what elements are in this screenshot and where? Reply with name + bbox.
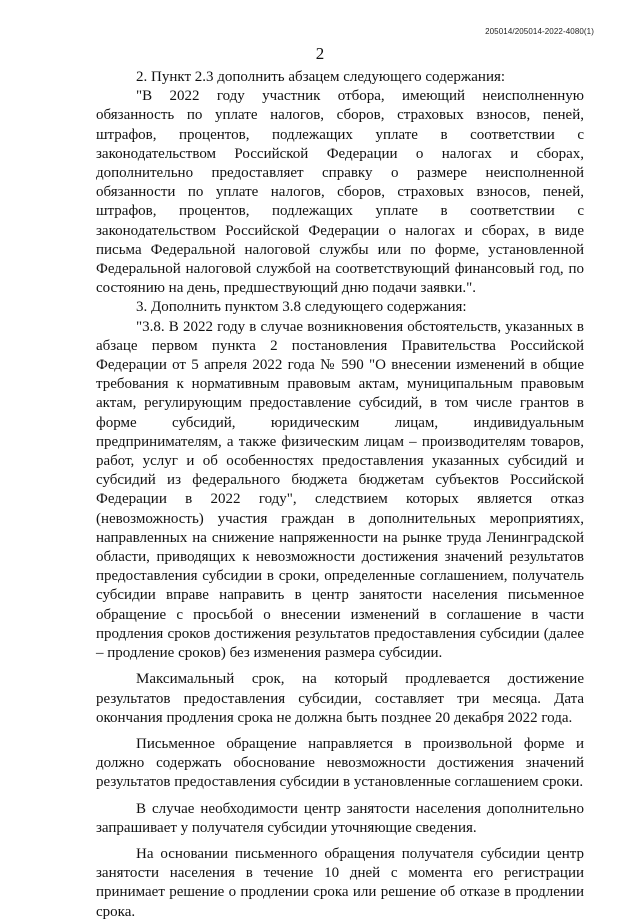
paragraph-quote-2-3: "В 2022 году участник отбора, имеющий неисполненную обязанность по уплате налогов, сборов, страховых взносов, пеней, штрафов, процентов, подлежащих уплате в соответствии с законодательством Российской Федерации о налогах и сборах, дополнительно предоставляет справку о размере неисполненной обязанности по уплате налогов, сборов, страховых взносов, пеней, штрафов, процентов, подлежащих уплате в соответствии с законодательством Российской Федерации о налогах и сборах, в виде письма Федеральной налоговой службы или по форме, установленной Федеральной налоговой службой на соответствующий финансовый год, по состоянию на день, предшествующий дню подачи заявки.". [96, 88, 584, 297]
paragraph-written-request: Письменное обращение направляется в произвольной форме и должно содержать обоснование невозможности достижения значений результатов предоставления субсидии в установленные соглашением сроки. [96, 735, 584, 791]
document-id: 205014/205014-2022-4080(1) [485, 27, 594, 36]
document-body [96, 68, 584, 922]
paragraph-decision: На основании письменного обращения получателя субсидии центр занятости населения в течение 10 дней с момента его регистрации принимает решение о продлении срока или решение об отказе в продлении срока. [96, 845, 584, 920]
paragraph-clarification: В случае необходимости центр занятости населения дополнительно запрашивает у получателя субсидии уточняющие сведения. [96, 800, 584, 836]
page-number: 2 [315, 44, 325, 63]
paragraph-max-term: Максимальный срок, на который продлевается достижение результатов предоставления субсидии, составляет три месяца. Дата окончания продления срока не должна быть позднее 20 декабря 2022 года. [96, 671, 584, 726]
paragraph-quote-3-8: "3.8. В 2022 году в случае возникновения обстоятельств, указанных в абзаце первом пункта 2 постановления Правительства Российской Федерации от 5 апреля 2022 года № 590 "О внесении изменений в общие требования к нормативным правовым актам, муниципальным правовым актам, регулирующим предоставление субсидий, в том числе грантов в форме субсидий, юридическим лицам, индивидуальным предпринимателям, а также физическим лицам – производителям товаров, работ, услуг и об особенностях предоставления указанных субсидий и субсидий из федерального бюджета бюджетам субъектов Российской Федерации в 2022 году", следствием которых является отказ (невозможность) участия граждан в дополнительных мероприятиях, направленных на снижение напряженности на рынке труда Ленинградской области, приводящих к невозможности достижения значений результатов предоставления субсидии в сроки, определенные соглашением, получатель субсидии вправе направить в центр занятости населения письменное обращение с просьбой о внесении изменений в соглашение в части продления сроков достижения результатов предоставления субсидии (далее – продление сроков) без изменения размера субсидии. [96, 318, 584, 662]
paragraph-item-2: 2. Пункт 2.3 дополнить абзацем следующего содержания: [136, 69, 506, 85]
paragraph-item-3: 3. Дополнить пунктом 3.8 следующего содержания: [136, 299, 467, 316]
